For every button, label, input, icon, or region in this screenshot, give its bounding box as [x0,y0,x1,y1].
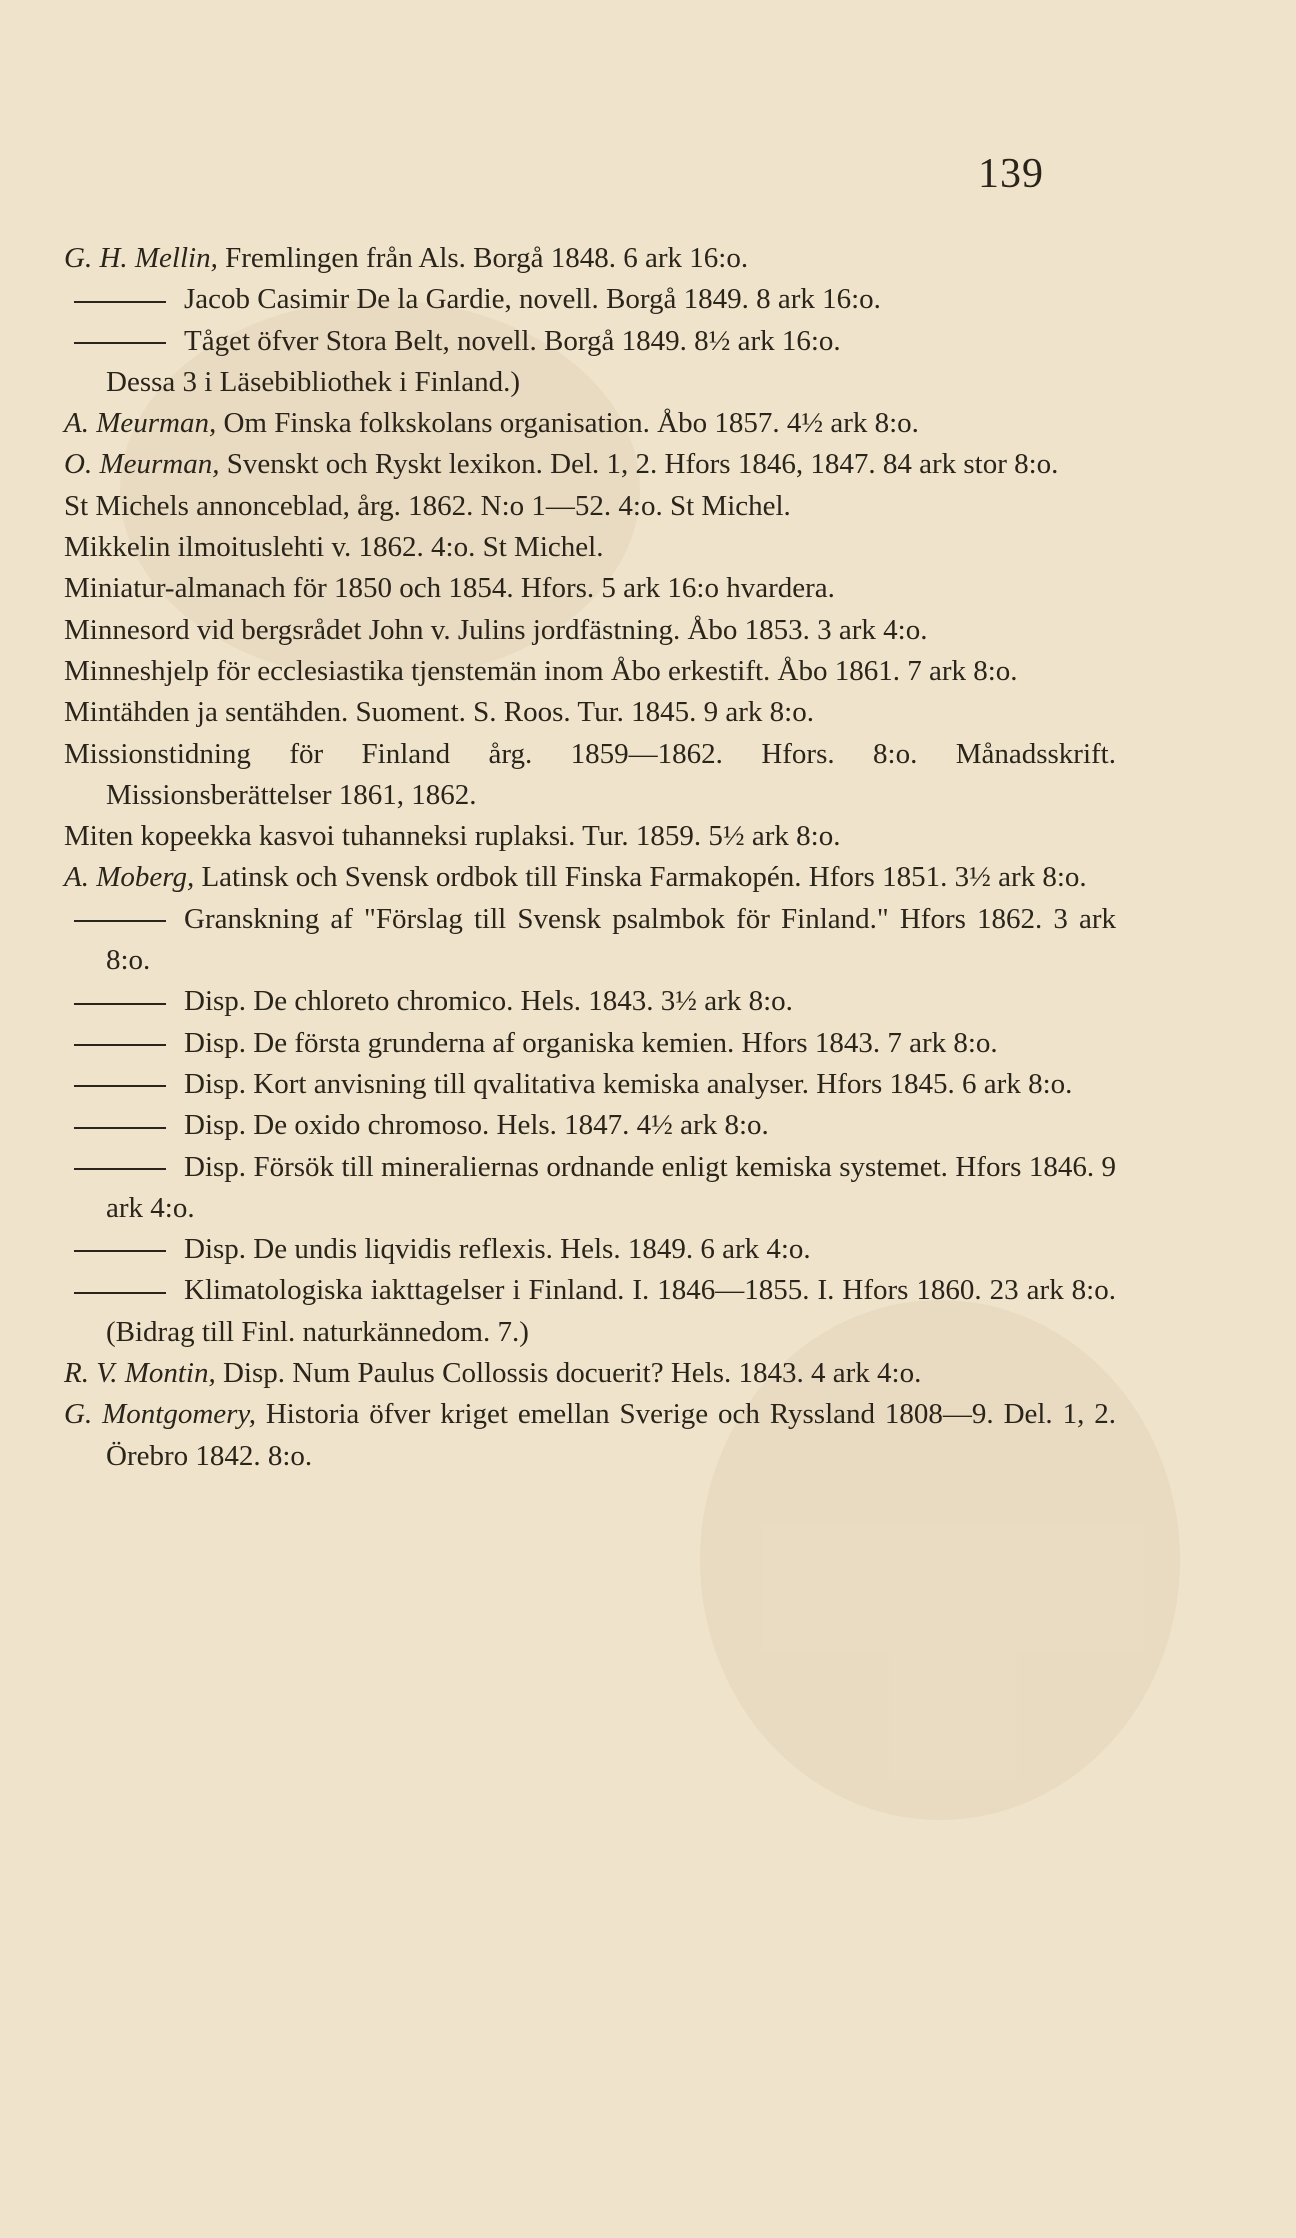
bibliography-entry [64,1229,1116,1270]
entry-text: Dessa 3 i Läsebibliothek i Finland.) [106,365,520,398]
bibliography-entry [64,981,1116,1022]
bibliography-entry [64,403,1116,444]
bibliography-entry [64,651,1116,692]
entry-author: R. V. Montin, [64,1357,216,1390]
bibliography-entry [64,444,1116,485]
entry-text: Tåget öfver Stora Belt, novell. Borgå 1849. 8½ ark 16:o. [184,324,841,357]
entry-text: Miniatur-almanach för 1850 och 1854. Hfors. 5 ark 16:o hvardera. [64,572,835,605]
entry-author: G. Montgomery, [64,1398,256,1431]
ditto-dash [74,1085,166,1087]
bibliography-entry [64,321,1116,362]
ditto-dash [74,301,166,303]
bibliography-entry [64,1023,1116,1064]
bibliography-entry [64,486,1116,527]
bibliography-entry [64,857,1116,898]
entry-text: Disp. Kort anvisning till qvalitativa kemiska analyser. Hfors 1845. 6 ark 8:o. [184,1067,1073,1100]
entry-text: Fremlingen från Als. Borgå 1848. 6 ark 16:o. [217,242,749,274]
entry-text: Disp. De första grunderna af organiska kemien. Hfors 1843. 7 ark 8:o. [184,1026,998,1059]
bibliography-entry [64,1064,1116,1105]
page-number: 139 [978,151,1044,197]
bibliography-list [64,238,1116,1477]
entry-text: Disp. Num Paulus Collossis docuerit? Hels. 1843. 4 ark 4:o. [215,1357,922,1390]
bibliography-entry [64,1394,1116,1477]
entry-text: Disp. De oxido chromoso. Hels. 1847. 4½ ark 8:o. [184,1109,769,1142]
bibliography-entry [64,610,1116,651]
bibliography-entry [64,734,1116,817]
entry-text: Minnesord vid bergsrådet John v. Julins jordfästning. Åbo 1853. 3 ark 4:o. [64,613,928,646]
entry-text: Granskning af "Förslag till Svensk psalmbok för Finland." Hfors 1862. 3 ark 8:o. [106,902,1116,977]
entry-text: Latinsk och Svensk ordbok till Finska Farmakopén. Hfors 1851. 3½ ark 8:o. [194,861,1087,894]
entry-author: A. Moberg, [64,861,195,894]
ditto-dash [74,1168,166,1170]
entry-text: St Michels annonceblad, årg. 1862. N:o 1—52. 4:o. St Michel. [64,489,791,522]
bibliography-entry [64,1147,1116,1230]
bibliography-entry [64,1105,1116,1146]
ditto-dash [74,1292,166,1294]
bibliography-entry [64,1270,1116,1353]
entry-text: Klimatologiska iakttagelser i Finland. I. 1846—1855. I. Hfors 1860. 23 ark 8:o. (Bidrag till Finl. naturkännedom. 7.) [106,1274,1116,1348]
bibliography-entry [64,692,1116,733]
entry-text: Disp. De undis liqvidis reflexis. Hels. 1849. 6 ark 4:o. [184,1233,811,1266]
ditto-dash [74,1044,166,1046]
bibliography-entry [64,1353,1116,1394]
bibliography-entry [64,362,1116,403]
entry-text: Mikkelin ilmoituslehti v. 1862. 4:o. St Michel. [64,531,604,564]
entry-text: Disp. De chloreto chromico. Hels. 1843. 3½ ark 8:o. [184,985,793,1018]
bibliography-entry [64,279,1116,320]
ditto-dash [74,1003,166,1005]
bibliography-entry [64,238,1116,279]
entry-author: G. H. Mellin, [64,242,218,274]
bibliography-entry [64,816,1116,857]
bibliography-entry [64,527,1116,568]
ditto-dash [74,1250,166,1252]
entry-text: Historia öfver kriget emellan Sverige och Ryssland 1808—9. Del. 1, 2. Örebro 1842. 8:o. [106,1398,1117,1472]
entry-text: Jacob Casimir De la Gardie, novell. Borgå 1849. 8 ark 16:o. [184,283,881,316]
entry-text: Disp. Försök till mineraliernas ordnande enligt kemiska systemet. Hfors 1846. 9 ark 4:o. [106,1150,1116,1224]
entry-text: Minneshjelp för ecclesiastika tjenstemän inom Åbo erkestift. Åbo 1861. 7 ark 8:o. [64,654,1018,687]
ditto-dash [74,920,166,922]
bibliography-entry [64,899,1116,982]
entry-text: Missionstidning för Finland årg. 1859—1862. Hfors. 8:o. Månadsskrift. Missionsberättelser 1861, 1862. [64,737,1116,811]
entry-author: A. Meurman, [64,407,217,440]
entry-text: Mintähden ja sentähden. Suoment. S. Roos. Tur. 1845. 9 ark 8:o. [64,696,814,729]
entry-text: Miten kopeekka kasvoi tuhanneksi ruplaksi. Tur. 1859. 5½ ark 8:o. [64,820,841,853]
entry-author: O. Meurman, [64,448,220,481]
entry-text: Svenskt och Ryskt lexikon. Del. 1, 2. Hfors 1846, 1847. 84 ark stor 8:o. [219,448,1059,481]
ditto-dash [74,1127,166,1129]
ditto-dash [74,342,166,344]
bibliography-entry [64,568,1116,609]
entry-text: Om Finska folkskolans organisation. Åbo 1857. 4½ ark 8:o. [216,407,919,440]
